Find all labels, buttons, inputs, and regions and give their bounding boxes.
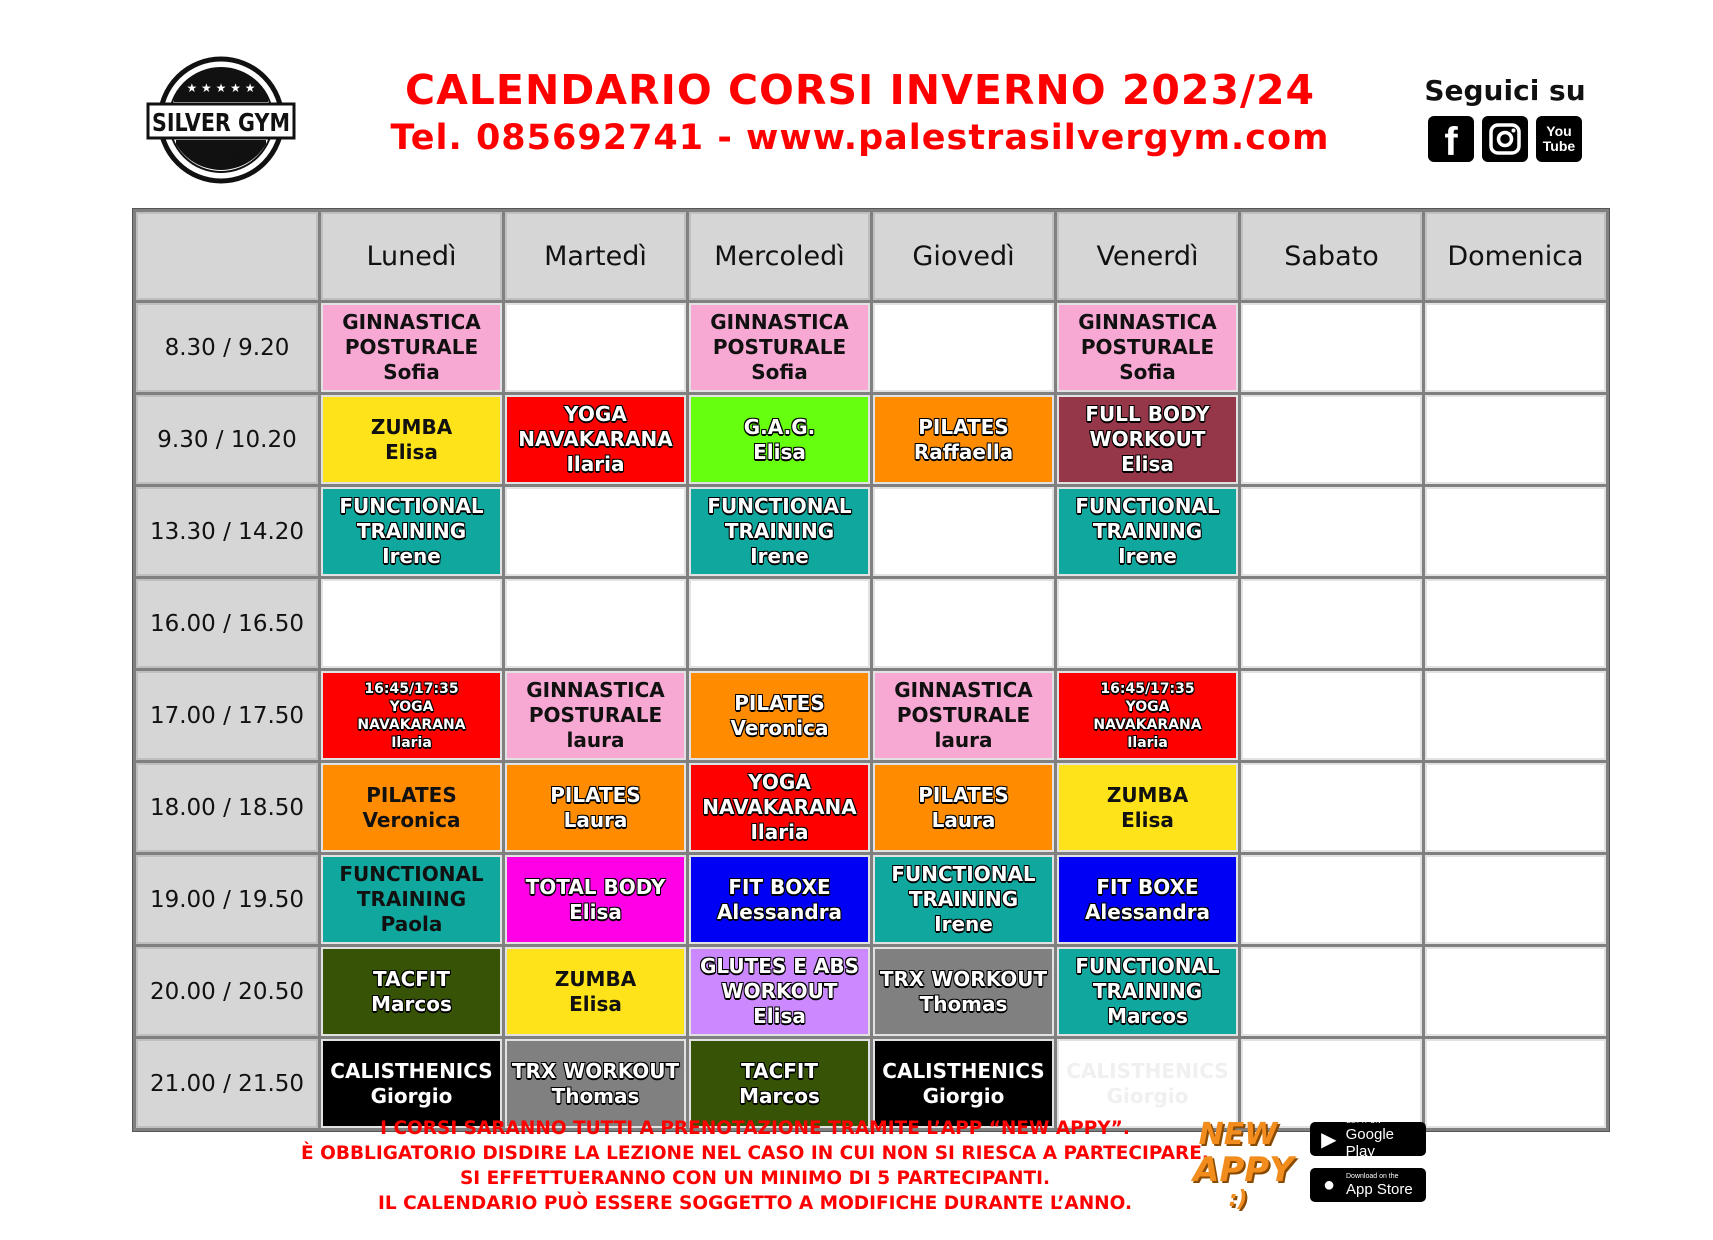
course-name: YOGA [748, 770, 811, 794]
course-slot [689, 303, 870, 392]
google-play-badge[interactable]: ▶ GET IT ON Google Play [1310, 1122, 1426, 1156]
course-slot [1057, 855, 1238, 944]
silver-gym-logo [146, 56, 296, 184]
instructor-name: Irene [934, 912, 993, 936]
instructor-name: Elisa [385, 439, 438, 464]
instructor-name: Sofia [383, 360, 440, 384]
course-slot [505, 395, 686, 484]
instructor-name: Alessandra [716, 899, 843, 924]
apple-icon: ● [1322, 1173, 1336, 1196]
note-line: I CORSI SARANNO TUTTI A PRENOTAZIONE TRAMITE L’APP “NEW APPY”. [380, 1118, 1130, 1139]
empty-slot [1425, 671, 1606, 760]
course-name: PILATES [550, 782, 641, 807]
instructor-name: Ilaria [391, 734, 432, 751]
instructor-name: Laura [931, 807, 996, 832]
social-label: Seguici su [1424, 74, 1586, 107]
course-slot [321, 395, 502, 484]
course-name: FUNCTIONAL [891, 862, 1036, 886]
day-header: Martedì [505, 212, 686, 300]
instructor-name: Elisa [1121, 452, 1174, 476]
time-slot: 9.30 / 10.20 [136, 395, 318, 484]
empty-slot [1241, 487, 1422, 576]
grid-corner [136, 212, 318, 300]
empty-slot [1057, 579, 1238, 668]
instructor-name: Marcos [739, 1083, 820, 1108]
course-slot [1057, 487, 1238, 576]
course-name: CALISTHENICS [330, 1058, 493, 1083]
note-line: IL CALENDARIO PUÒ ESSERE SOGGETTO A MODIFICHE DURANTE L’ANNO. [377, 1193, 1133, 1214]
course-slot [689, 395, 870, 484]
empty-slot [873, 487, 1054, 576]
course-name: GINNASTICA [1078, 310, 1217, 334]
empty-slot [873, 579, 1054, 668]
empty-slot [1425, 947, 1606, 1036]
instructor-name: Raffaella [913, 439, 1014, 464]
page-title: CALENDARIO CORSI INVERNO 2023/24 [404, 66, 1316, 114]
course-name: WORKOUT [721, 979, 838, 1003]
course-slot [505, 763, 686, 852]
instructor-name: Ilaria [1127, 734, 1168, 751]
app-store-badge[interactable]: ● Download on the App Store [1310, 1168, 1426, 1202]
course-slot [873, 1039, 1054, 1128]
instructor-name: Sofia [751, 360, 808, 384]
empty-slot [1241, 303, 1422, 392]
note-line: SI EFFETTUERANNO CON UN MINIMO DI 5 PARTECIPANTI. [459, 1168, 1051, 1189]
time-slot: 17.00 / 17.50 [136, 671, 318, 760]
instructor-name: Giorgio [922, 1083, 1005, 1108]
course-slot [873, 671, 1054, 760]
day-header: Mercoledì [689, 212, 870, 300]
course-name: FULL BODY [1085, 402, 1210, 426]
time-slot: 20.00 / 20.50 [136, 947, 318, 1036]
course-name: NAVAKARANA [1093, 716, 1202, 733]
course-name: FUNCTIONAL [339, 494, 484, 518]
day-header: Venerdì [1057, 212, 1238, 300]
time-slot: 13.30 / 14.20 [136, 487, 318, 576]
course-name: 16:45/17:35 [1100, 680, 1195, 697]
instructor-name: Thomas [919, 991, 1008, 1016]
course-name: PILATES [366, 782, 457, 807]
course-slot [505, 947, 686, 1036]
course-slot [689, 947, 870, 1036]
course-slot [689, 671, 870, 760]
course-slot [505, 1039, 686, 1128]
empty-slot [1241, 1039, 1422, 1128]
instructor-name: Elisa [569, 899, 622, 924]
empty-slot [505, 487, 686, 576]
course-name: WORKOUT [1089, 427, 1206, 451]
instructor-name: laura [566, 728, 625, 752]
empty-slot [1425, 763, 1606, 852]
instructor-name: Ilaria [566, 452, 625, 476]
empty-slot [873, 303, 1054, 392]
instructor-name: Giorgio [1106, 1083, 1189, 1108]
empty-slot [1241, 579, 1422, 668]
empty-slot [1241, 395, 1422, 484]
day-header: Domenica [1425, 212, 1606, 300]
course-name: YOGA [389, 698, 434, 715]
course-name: FUNCTIONAL [1075, 494, 1220, 518]
empty-slot [1241, 855, 1422, 944]
course-slot [321, 487, 502, 576]
empty-slot [1425, 855, 1606, 944]
instructor-name: Laura [563, 807, 628, 832]
course-name: TRAINING [1092, 519, 1203, 543]
empty-slot [1425, 487, 1606, 576]
course-slot [321, 947, 502, 1036]
course-name: POSTURALE [712, 335, 847, 359]
day-header: Giovedì [873, 212, 1054, 300]
booking-notes [280, 1116, 1230, 1216]
course-slot [689, 1039, 870, 1128]
course-name: NAVAKARANA [702, 795, 857, 819]
course-slot [873, 763, 1054, 852]
course-slot [1057, 303, 1238, 392]
course-slot [873, 395, 1054, 484]
course-name: 16:45/17:35 [364, 680, 459, 697]
course-name: ZUMBA [370, 414, 453, 439]
time-slot: 16.00 / 16.50 [136, 579, 318, 668]
instructor-name: Elisa [569, 991, 622, 1016]
instagram-icon[interactable] [1482, 116, 1528, 162]
time-slot: 18.00 / 18.50 [136, 763, 318, 852]
svg-text:★ ★ ★ ★ ★: ★ ★ ★ ★ ★ [186, 81, 256, 95]
course-name: G.A.G. [743, 414, 816, 439]
note-line: È OBBLIGATORIO DISDIRE LA LEZIONE NEL CASO IN CUI NON SI RIESCA A PARTECIPARE. [301, 1143, 1209, 1164]
course-name: FIT BOXE [1096, 874, 1199, 899]
instructor-name: Paola [380, 912, 443, 936]
course-slot [321, 855, 502, 944]
time-slot: 8.30 / 9.20 [136, 303, 318, 392]
day-header: Sabato [1241, 212, 1422, 300]
course-slot [321, 303, 502, 392]
course-slot [689, 487, 870, 576]
course-name: YOGA [564, 402, 627, 426]
course-slot [1057, 395, 1238, 484]
instructor-name: Marcos [371, 991, 452, 1016]
course-name: TRAINING [1092, 979, 1203, 1003]
course-name: FUNCTIONAL [707, 494, 852, 518]
instructor-name: Elisa [753, 439, 806, 464]
course-name: GINNASTICA [894, 678, 1033, 702]
instructor-name: Elisa [753, 1004, 806, 1028]
course-name: NAVAKARANA [357, 716, 466, 733]
course-slot [689, 763, 870, 852]
course-name: TRAINING [724, 519, 835, 543]
course-slot [1057, 671, 1238, 760]
svg-text:SINCE 1980: SINCE 1980 [191, 152, 251, 163]
course-slot [1057, 1039, 1238, 1128]
course-name: TRAINING [908, 887, 1019, 911]
course-slot [321, 671, 502, 760]
empty-slot [1425, 579, 1606, 668]
instructor-name: Thomas [551, 1083, 640, 1108]
contact-line: Tel. 085692741 - www.palestrasilvergym.com [390, 118, 1330, 158]
course-slot [505, 671, 686, 760]
course-name: YOGA [1125, 698, 1170, 715]
instructor-name: Irene [1118, 544, 1177, 568]
empty-slot [1425, 1039, 1606, 1128]
instructor-name: Marcos [1107, 1004, 1188, 1028]
empty-slot [1425, 395, 1606, 484]
course-slot [873, 947, 1054, 1036]
course-name: PILATES [918, 782, 1009, 807]
instructor-name: Elisa [1121, 807, 1174, 832]
instructor-name: Sofia [1119, 360, 1176, 384]
new-appy-logo: NEW APPY :) [1193, 1117, 1294, 1212]
course-name: FIT BOXE [728, 874, 831, 899]
instructor-name: Alessandra [1084, 899, 1211, 924]
course-name: TRAINING [356, 887, 467, 911]
google-play-icon: ▶ [1321, 1128, 1337, 1151]
course-name: TRX WORKOUT [879, 966, 1048, 991]
instructor-name: Irene [750, 544, 809, 568]
instructor-name: laura [934, 728, 993, 752]
course-name: FUNCTIONAL [339, 862, 484, 886]
course-name: GINNASTICA [710, 310, 849, 334]
instructor-name: Irene [382, 544, 441, 568]
course-name: PILATES [918, 414, 1009, 439]
youtube-icon[interactable]: You Tube [1536, 116, 1582, 162]
course-name: POSTURALE [1080, 335, 1215, 359]
empty-slot [1241, 763, 1422, 852]
course-slot [321, 763, 502, 852]
facebook-icon[interactable]: f [1428, 116, 1474, 162]
course-name: TACFIT [741, 1058, 818, 1083]
course-name: TRX WORKOUT [511, 1058, 680, 1083]
course-name: CALISTHENICS [882, 1058, 1045, 1083]
time-slot: 21.00 / 21.50 [136, 1039, 318, 1128]
empty-slot [689, 579, 870, 668]
course-name: POSTURALE [896, 703, 1031, 727]
course-name: NAVAKARANA [518, 427, 673, 451]
empty-slot [1241, 671, 1422, 760]
empty-slot [505, 579, 686, 668]
empty-slot [1241, 947, 1422, 1036]
instructor-name: Veronica [362, 807, 461, 832]
instructor-name: Giorgio [370, 1083, 453, 1108]
course-name: PILATES [734, 690, 825, 715]
course-name: POSTURALE [344, 335, 479, 359]
day-header: Lunedì [321, 212, 502, 300]
social-links [1428, 116, 1582, 162]
course-name: GINNASTICA [342, 310, 481, 334]
svg-text:SILVER GYM: SILVER GYM [152, 108, 290, 137]
course-name: TRAINING [356, 519, 467, 543]
course-name: TACFIT [373, 966, 450, 991]
schedule-grid [132, 208, 1610, 1132]
time-slot: 19.00 / 19.50 [136, 855, 318, 944]
empty-slot [1425, 303, 1606, 392]
course-name: GINNASTICA [526, 678, 665, 702]
empty-slot [321, 579, 502, 668]
course-name: TOTAL BODY [525, 874, 666, 899]
course-name: ZUMBA [1106, 782, 1189, 807]
instructor-name: Veronica [730, 715, 829, 740]
course-slot [321, 1039, 502, 1128]
course-name: ZUMBA [554, 966, 637, 991]
course-name: GLUTES E ABS [699, 954, 860, 978]
course-name: CALISTHENICS [1066, 1058, 1229, 1083]
course-slot [1057, 947, 1238, 1036]
course-slot [1057, 763, 1238, 852]
course-slot [505, 855, 686, 944]
course-slot [689, 855, 870, 944]
course-name: POSTURALE [528, 703, 663, 727]
instructor-name: Ilaria [750, 820, 809, 844]
course-name: FUNCTIONAL [1075, 954, 1220, 978]
course-slot [873, 855, 1054, 944]
empty-slot [505, 303, 686, 392]
